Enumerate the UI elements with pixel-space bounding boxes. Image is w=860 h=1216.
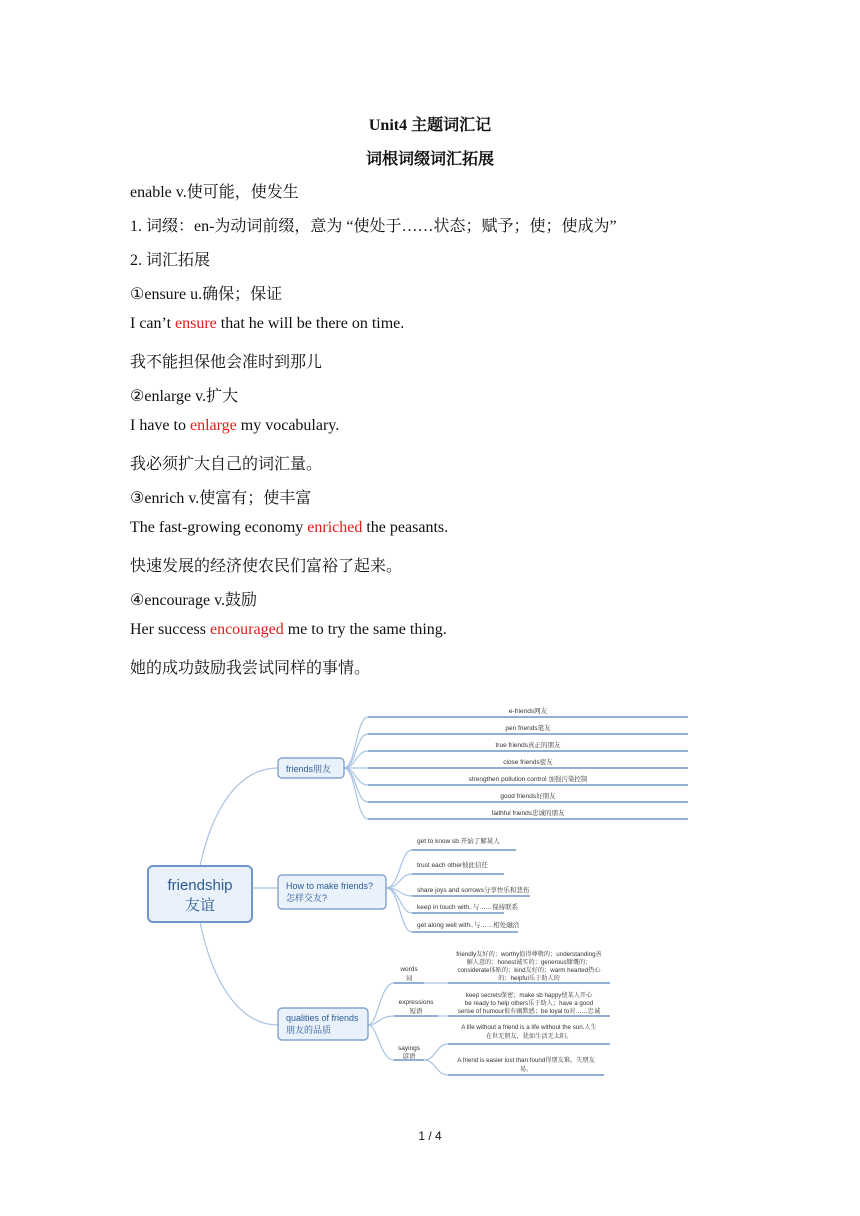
make-friends-leaf: share joys and sorrows分享快乐和悲伤: [417, 887, 530, 894]
qualities-label-zh: 朋友的品质: [286, 1025, 332, 1035]
entry-translation: 我不能担保他会准时到那儿: [130, 354, 323, 371]
make-friends-leaf: get to know sb.开始了解某人: [417, 838, 500, 845]
page-number: 1 / 4: [418, 1129, 442, 1143]
saying-text: A life without a friend is a life without the sun.人生: [461, 1024, 597, 1031]
sayings-label-zh: 谚语: [402, 1053, 416, 1060]
saying-text: A friend is easier lost than found得朋友难，失朋友: [457, 1057, 595, 1064]
make-friends-leaf: get along well with..与……相处融洽: [417, 922, 520, 929]
saying-text: 在世无朋友，犹如生活无太阳。: [485, 1033, 573, 1040]
entry-word: ④encourage v.鼓励: [130, 592, 258, 609]
mind-map-root-node: [148, 866, 252, 922]
root-label-en: friendship: [167, 877, 233, 894]
root-label-zh: 友谊: [184, 897, 216, 914]
friends-leaf: e-friends网友: [508, 708, 548, 715]
qualities-node: [278, 1008, 368, 1040]
highlight-word: enlarge: [189, 417, 237, 434]
words-label-zh: 词: [405, 975, 413, 982]
saying-text: 易。: [519, 1066, 533, 1073]
highlight-word: encouraged: [209, 621, 284, 638]
document-title: Unit4 主题词汇记: [368, 117, 492, 134]
entry-example: Her success encouraged me to try the same thing.: [130, 621, 447, 638]
entry-example: I have to enlarge my vocabulary.: [130, 417, 340, 434]
qualities-label-en: qualities of friends: [286, 1013, 359, 1023]
entry-translation: 她的成功鼓励我尝试同样的事情。: [130, 660, 371, 677]
expressions-text: keep secrets保密；make sb happy使某人开心: [465, 992, 593, 999]
point-affix: 1. 词缀：en-为动词前缀，意为 “使处于……状态；赋予；使；使成为”: [130, 218, 617, 235]
entry-translation: 快速发展的经济使农民们富裕了起来。: [130, 558, 403, 575]
expressions-text: be ready to help others乐于助人；have a good: [464, 1000, 594, 1007]
make-friends-node: [278, 875, 386, 909]
make-friends-leaf: trust each other彼此信任: [417, 862, 489, 869]
highlight-word: ensure: [175, 315, 217, 332]
friends-leaf: faithful friends忠诚的朋友: [491, 810, 565, 817]
friends-leaf: pen friends笔友: [505, 725, 551, 732]
entry-word: ①ensure u.确保；保证: [130, 286, 283, 303]
friends-leaf: close friends密友: [503, 759, 553, 766]
highlight-word: enriched: [307, 519, 363, 536]
friends-leaf: true friends真正的朋友: [495, 742, 561, 749]
expressions-label: expressions: [398, 999, 434, 1006]
words-text: considerate体贴的；kind友好的；warm hearted热心: [457, 967, 601, 974]
expressions-label-zh: 短语: [409, 1008, 423, 1015]
make-friends-leaf: keep in touch with..与……保持联系: [417, 904, 519, 911]
sayings-label: sayings: [397, 1045, 421, 1052]
entry-translation: 我必须扩大自己的词汇量。: [130, 456, 323, 473]
make-friends-label-en: How to make friends?: [286, 881, 374, 891]
entry-word: ③enrich v.使富有；使丰富: [130, 490, 312, 507]
friends-leaf: good friends好朋友: [500, 793, 556, 800]
make-friends-label-zh: 怎样交友?: [286, 893, 328, 903]
entry-example: The fast-growing economy enriched the peasants.: [130, 519, 449, 536]
friends-node-label: friends朋友: [286, 764, 332, 774]
headword: enable v.使可能，使发生: [130, 184, 299, 201]
entry-word: ②enlarge v.扩大: [130, 388, 239, 405]
friends-node: [278, 758, 344, 778]
expressions-text: sense of humour很有幽默感；be loyal to对……忠诚: [457, 1008, 601, 1015]
friends-leaf: strengthen pollution control 加强污染控制: [468, 776, 588, 783]
point-expansion: 2. 词汇拓展: [130, 252, 211, 269]
document-subtitle: 词根词缀词汇拓展: [365, 151, 494, 168]
entry-example: I can’t ensure that he will be there on time.: [130, 315, 405, 332]
words-text: friendly友好的；worthy值得尊敬的；understanding善: [456, 951, 602, 958]
words-label: words: [400, 966, 418, 973]
words-text: 解人意的；honest诚实的；generous慷慨的；: [466, 959, 592, 966]
words-text: 的；helpful乐于助人的: [498, 975, 560, 982]
